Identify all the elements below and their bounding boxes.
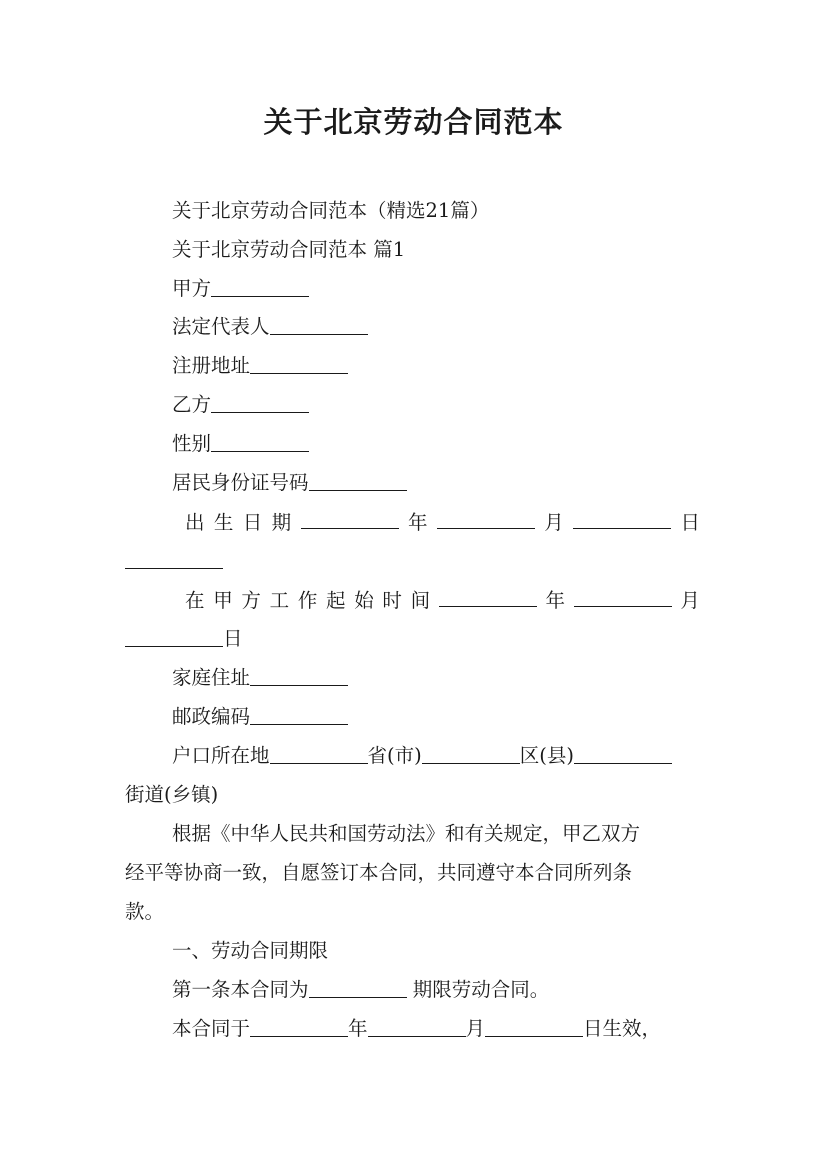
day-label: 日 (680, 511, 700, 534)
article-1 (172, 976, 705, 1004)
district-label: 区(县) (519, 744, 574, 767)
field-label: 家庭住址 (172, 666, 251, 689)
field-party-b (172, 391, 705, 419)
document-title: 关于北京劳动合同范本 (263, 105, 564, 139)
blank-line (301, 508, 399, 529)
start-char: 方 (241, 589, 261, 612)
birth-char: 生 (213, 511, 234, 534)
start-char: 在 (185, 589, 205, 612)
field-label: 法定代表人 (172, 315, 270, 338)
blank-line (125, 548, 223, 569)
year-label: 年 (545, 589, 566, 612)
blank-line (422, 743, 520, 764)
field-label: 户口所在地 (172, 744, 270, 767)
field-legal-rep (172, 313, 705, 341)
month-label: 月 (544, 511, 564, 534)
blank-line (574, 586, 672, 607)
document-subtitle: 关于北京劳动合同范本（精选21篇） (172, 199, 490, 222)
field-label: 性别 (172, 432, 212, 455)
field-id-number (172, 469, 705, 497)
blank-line (211, 431, 309, 452)
field-label: 居民身份证号码 (172, 471, 309, 494)
field-home-address (172, 664, 705, 692)
year-label: 年 (348, 1017, 368, 1040)
blank-line (250, 353, 348, 374)
birth-char: 日 (242, 511, 263, 534)
start-char: 作 (297, 589, 318, 612)
month-label: 月 (680, 589, 700, 612)
start-time-continuation (125, 625, 705, 653)
article-prefix: 第一条本合同为 (172, 978, 309, 1001)
effective-prefix: 本合同于 (172, 1017, 251, 1040)
birth-date-continuation (125, 547, 705, 575)
field-postal-code (172, 703, 705, 731)
blank-line (250, 665, 348, 686)
street-label: 街道(乡镇) (125, 783, 219, 806)
start-char: 时 (382, 589, 402, 612)
blank-line (125, 626, 223, 647)
year-label: 年 (407, 511, 428, 534)
province-label: 省(市) (367, 744, 422, 767)
blank-line (270, 314, 368, 335)
paragraph-1-line-1: 根据《中华人民共和国劳动法》和有关规定，甲乙双方 (172, 822, 641, 845)
blank-line (250, 704, 348, 725)
field-party-a (172, 275, 705, 303)
chapter-heading: 一、劳动合同期限 (172, 939, 329, 962)
start-char: 工 (269, 589, 290, 612)
field-gender (172, 430, 705, 458)
effective-suffix: 日生效， (583, 1017, 662, 1040)
blank-line (439, 586, 537, 607)
field-label: 乙方 (172, 393, 212, 416)
start-char: 甲 (213, 589, 233, 612)
blank-line (573, 508, 671, 529)
blank-line (270, 743, 368, 764)
blank-line (574, 743, 672, 764)
blank-line (211, 392, 309, 413)
start-char: 始 (354, 589, 374, 612)
paragraph-1-line-2: 经平等协商一致，自愿签订本合同，共同遵守本合同所列条 (125, 861, 633, 884)
field-reg-address (172, 352, 705, 380)
article-suffix: 期限劳动合同。 (406, 978, 550, 1001)
section-heading: 关于北京劳动合同范本 篇1 (172, 238, 406, 261)
field-label: 注册地址 (172, 354, 251, 377)
start-char: 起 (326, 589, 346, 612)
birth-char: 期 (271, 511, 292, 534)
field-start-time (185, 586, 700, 615)
day-label: 日 (223, 627, 243, 650)
blank-line (368, 1016, 466, 1037)
blank-line (211, 276, 309, 297)
blank-line (437, 508, 535, 529)
start-char: 间 (410, 589, 431, 612)
field-label: 邮政编码 (172, 705, 251, 728)
blank-line (250, 1016, 348, 1037)
birth-char: 出 (185, 511, 205, 534)
field-birth-date (185, 508, 700, 537)
field-label: 甲方 (172, 277, 212, 300)
blank-line (309, 977, 407, 998)
blank-line (309, 470, 407, 491)
paragraph-1-line-3: 款。 (125, 900, 165, 923)
month-label: 月 (465, 1017, 486, 1040)
field-hukou (172, 742, 705, 770)
blank-line (485, 1016, 583, 1037)
effective-date (172, 1015, 705, 1043)
